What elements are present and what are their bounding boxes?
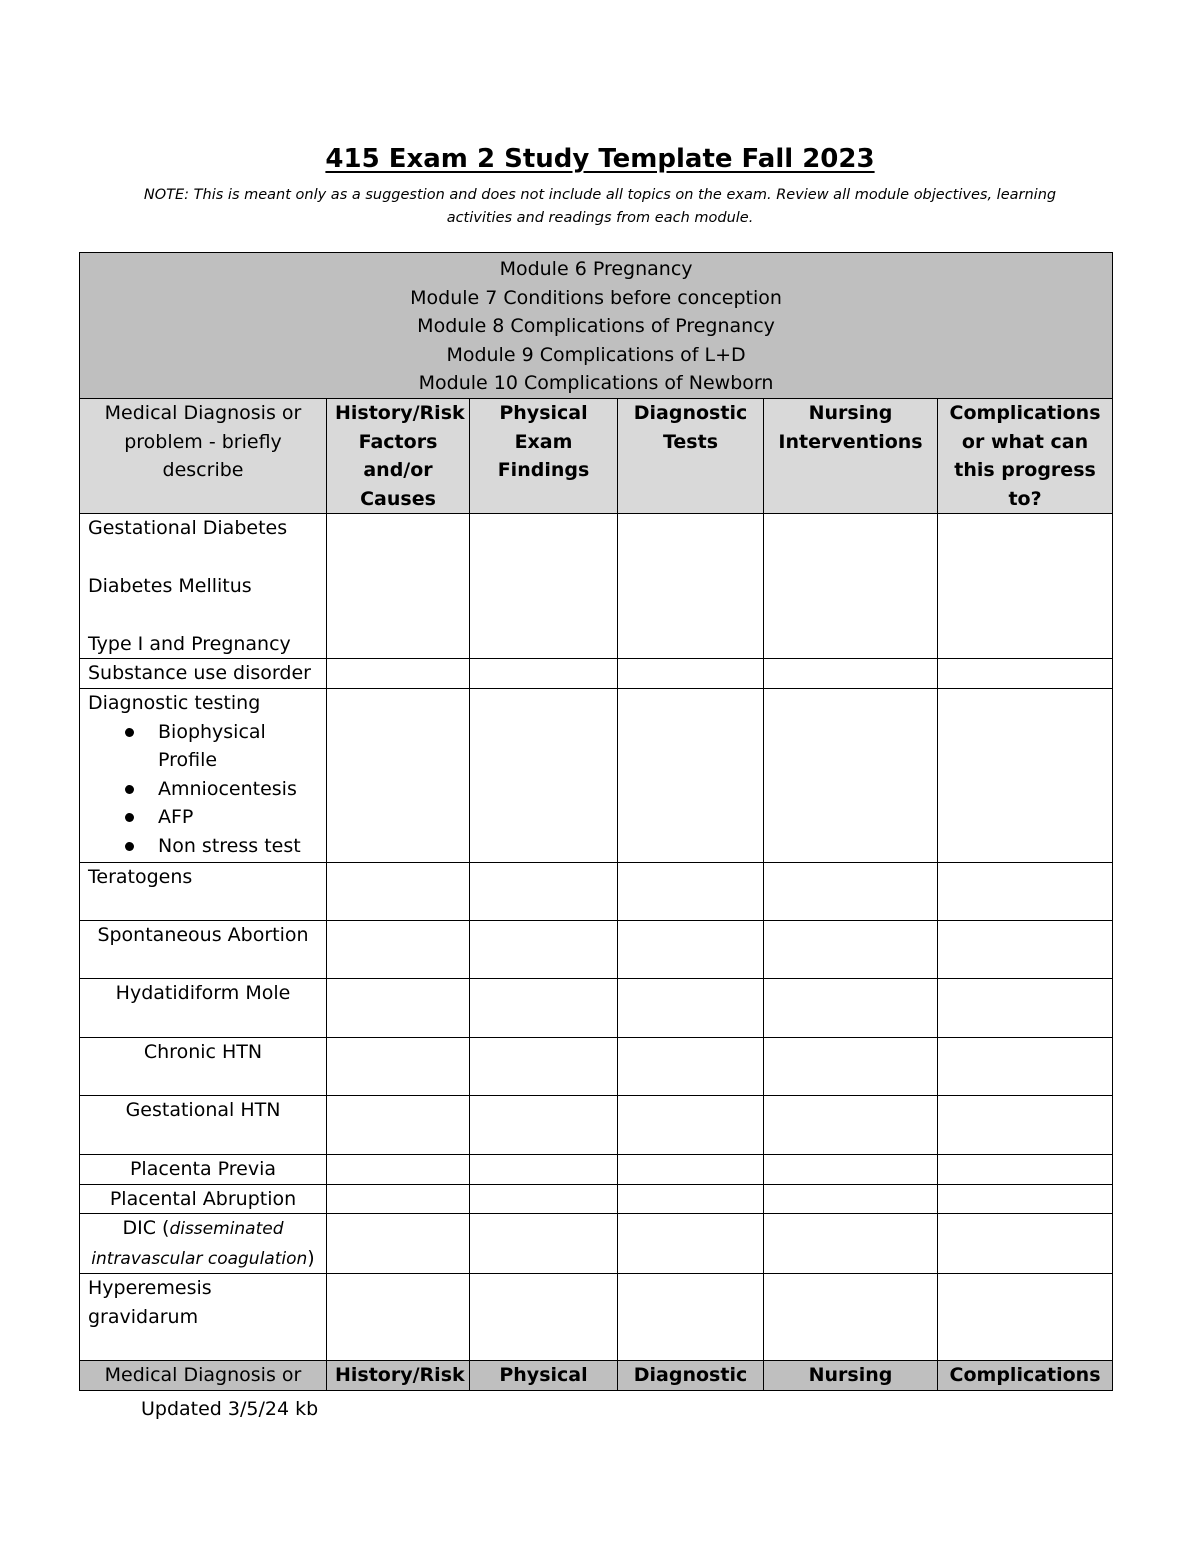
row-label-placenta-previa: Placenta Previa [80,1154,327,1184]
row-label-substance-use: Substance use disorder [80,659,327,689]
table-cell[interactable] [618,1274,764,1361]
table-cell[interactable] [327,1274,470,1361]
module-item: Module 10 Complications of Newborn [418,372,774,395]
updated-footer: Updated 3/5/24 kb [141,1398,319,1420]
table-cell[interactable] [618,514,764,659]
table-cell[interactable] [938,1037,1113,1095]
column-header-diagnosis: Medical Diagnosis or problem - briefly describe [80,398,327,513]
table-cell[interactable] [618,978,764,1037]
table-cell[interactable] [764,1214,938,1274]
table-cell[interactable] [764,659,938,689]
table-cell[interactable] [764,920,938,978]
table-row [80,1154,1113,1184]
module-header-row [80,253,1113,399]
study-template-table [79,252,1113,1391]
table-cell[interactable] [327,514,470,659]
row-label-teratogens: Teratogens [80,862,327,920]
row-label-spontaneous-abortion: Spontaneous Abortion [80,920,327,978]
column-header-complications: Complications or what can this progress to? [938,398,1113,513]
row-label-diabetes: Gestational Diabetes Diabetes Mellitus Type I and Pregnancy [80,514,327,659]
table-row [80,659,1113,689]
table-cell[interactable] [618,1154,764,1184]
row-label-hyperemesis: Hyperemesis gravidarum [80,1274,327,1361]
table-cell[interactable] [764,1037,938,1095]
table-cell[interactable] [618,1184,764,1214]
repeat-header-nursing: Nursing [764,1361,938,1391]
table-cell[interactable] [470,978,618,1037]
table-row [80,688,1113,862]
module-item: Module 7 Conditions before conception [410,286,782,309]
table-cell[interactable] [938,862,1113,920]
table-cell[interactable] [470,1274,618,1361]
table-row [80,1274,1113,1361]
table-cell[interactable] [938,978,1113,1037]
row-label-placental-abruption: Placental Abruption [80,1184,327,1214]
list-item: Amniocentesis [158,775,318,804]
table-row [80,978,1113,1037]
table-cell[interactable] [618,659,764,689]
table-row [80,920,1113,978]
table-cell[interactable] [764,688,938,862]
repeat-header-history: History/Risk [327,1361,470,1391]
module-item: Module 9 Complications of L+D [446,343,746,366]
table-cell[interactable] [938,688,1113,862]
table-cell[interactable] [618,920,764,978]
note-text: NOTE: This is meant only as a suggestion and does not include all topics on the exam. Review all module objectives, learning activities and readings from each module. [143,187,1057,226]
table-row [80,1214,1113,1274]
table-row [80,1095,1113,1154]
table-cell[interactable] [764,978,938,1037]
table-row [80,1037,1113,1095]
table-cell[interactable] [470,920,618,978]
repeat-header-complications: Complications [938,1361,1113,1391]
table-cell[interactable] [327,1095,470,1154]
repeat-header-diagnosis: Medical Diagnosis or [80,1361,327,1391]
table-cell[interactable] [618,1095,764,1154]
table-cell[interactable] [764,514,938,659]
table-cell[interactable] [327,978,470,1037]
table-cell[interactable] [327,659,470,689]
table-cell[interactable] [938,920,1113,978]
repeated-header-row [80,1361,1113,1391]
column-header-history: History/Risk Factors and/or Causes [327,398,470,513]
row-label-chronic-htn: Chronic HTN [80,1037,327,1095]
table-cell[interactable] [938,1154,1113,1184]
table-cell[interactable] [618,862,764,920]
table-cell[interactable] [327,1037,470,1095]
table-cell[interactable] [327,920,470,978]
table-row [80,862,1113,920]
row-label-diagnostic-testing: Diagnostic testing Biophysical Profile Amniocentesis AFP Non stress test [80,688,327,862]
list-item: Non stress test [158,832,318,861]
table-cell[interactable] [938,1274,1113,1361]
module-list [80,253,1113,399]
module-item: Module 8 Complications of Pregnancy [417,315,775,338]
table-cell[interactable] [470,659,618,689]
column-header-row [80,398,1113,513]
table-cell[interactable] [327,1184,470,1214]
column-header-diagnostic-tests: Diagnostic Tests [618,398,764,513]
table-cell[interactable] [470,1154,618,1184]
list-item: AFP [158,803,318,832]
table-cell[interactable] [327,688,470,862]
diagnostic-test-list [88,718,318,861]
table-cell[interactable] [618,1214,764,1274]
table-cell[interactable] [327,862,470,920]
list-item: Biophysical Profile [158,718,318,775]
table-cell[interactable] [327,1154,470,1184]
table-cell[interactable] [470,1095,618,1154]
table-cell[interactable] [938,659,1113,689]
module-item: Module 6 Pregnancy [499,258,693,280]
row-label-gestational-htn: Gestational HTN [80,1095,327,1154]
table-cell[interactable] [938,1184,1113,1214]
repeat-header-diagnostic: Diagnostic [618,1361,764,1391]
table-cell[interactable] [764,862,938,920]
table-row [80,514,1113,659]
table-cell[interactable] [764,1095,938,1154]
repeat-header-physical: Physical [470,1361,618,1391]
row-label-dic: DIC (disseminated intravascular coagulation) [80,1214,327,1274]
table-cell[interactable] [938,514,1113,659]
table-cell[interactable] [470,1037,618,1095]
table-cell[interactable] [470,688,618,862]
table-row [80,1184,1113,1214]
table-cell[interactable] [470,514,618,659]
table-cell[interactable] [470,1214,618,1274]
table-cell[interactable] [470,1184,618,1214]
table-cell[interactable] [938,1214,1113,1274]
column-header-nursing: Nursing Interventions [764,398,938,513]
table-cell[interactable] [764,1274,938,1361]
table-cell[interactable] [618,688,764,862]
column-header-physical-exam: Physical Exam Findings [470,398,618,513]
row-label-hydatidiform-mole: Hydatidiform Mole [80,978,327,1037]
page-title: 415 Exam 2 Study Template Fall 2023 [325,144,875,174]
table-cell[interactable] [470,862,618,920]
table-cell[interactable] [618,1037,764,1095]
table-cell[interactable] [764,1184,938,1214]
table-cell[interactable] [327,1214,470,1274]
table-cell[interactable] [764,1154,938,1184]
table-cell[interactable] [938,1095,1113,1154]
